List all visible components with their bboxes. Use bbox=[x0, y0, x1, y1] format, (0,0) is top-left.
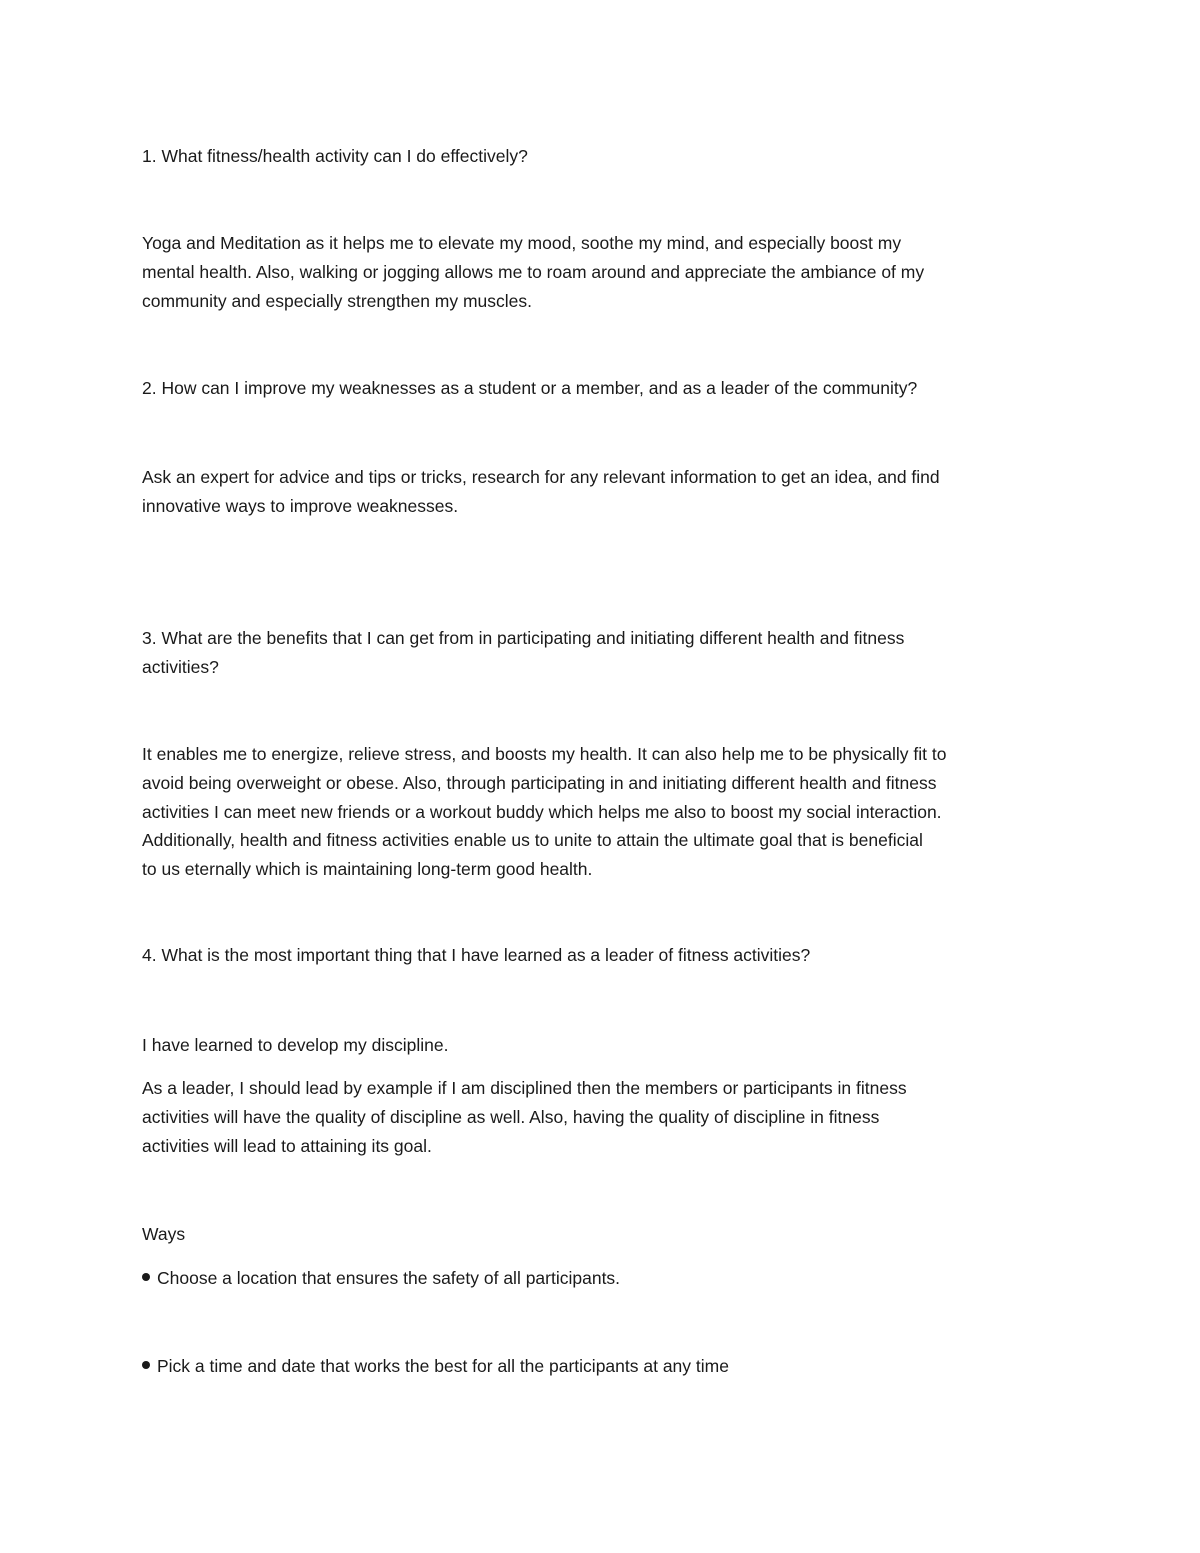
question-1: 1. What fitness/health activity can I do effectively? bbox=[142, 146, 528, 166]
answer-4-line-1: As a leader, I should lead by example if I am disciplined then the members or participants in fitness bbox=[142, 1078, 907, 1098]
answer-3-line-2: avoid being overweight or obese. Also, through participating in and initiating different health and fitness bbox=[142, 773, 937, 793]
ways-item-2-text: Pick a time and date that works the best for all the participants at any time bbox=[157, 1356, 729, 1376]
bullet-icon bbox=[142, 1273, 150, 1281]
ways-item-2 bbox=[142, 1352, 729, 1381]
question-3-line-1: 3. What are the benefits that I can get from in participating and initiating different health and fitness bbox=[142, 628, 905, 648]
answer-4-line-2: activities will have the quality of discipline as well. Also, having the quality of discipline in fitness bbox=[142, 1107, 880, 1127]
answer-4-line-3: activities will lead to attaining its goal. bbox=[142, 1136, 432, 1156]
answer-1-line-3: community and especially strengthen my muscles. bbox=[142, 291, 533, 311]
ways-heading: Ways bbox=[142, 1224, 186, 1244]
answer-3-line-4: Additionally, health and fitness activities enable us to unite to attain the ultimate goal that is beneficial bbox=[142, 830, 923, 850]
answer-3-line-5: to us eternally which is maintaining long-term good health. bbox=[142, 859, 593, 879]
answer-3-line-3: activities I can meet new friends or a workout buddy which helps me also to boost my social interaction. bbox=[142, 802, 942, 822]
question-2: 2. How can I improve my weaknesses as a student or a member, and as a leader of the community? bbox=[142, 378, 918, 398]
answer-3-line-1: It enables me to energize, relieve stress, and boosts my health. It can also help me to be physically fit to bbox=[142, 744, 947, 764]
question-3-line-2: activities? bbox=[142, 657, 219, 677]
answer-2-line-1: Ask an expert for advice and tips or tricks, research for any relevant information to get an idea, and find bbox=[142, 467, 940, 487]
question-4: 4. What is the most important thing that I have learned as a leader of fitness activities? bbox=[142, 945, 811, 965]
ways-item-1 bbox=[142, 1264, 620, 1293]
ways-item-1-text: Choose a location that ensures the safety of all participants. bbox=[157, 1268, 621, 1288]
answer-1-line-2: mental health. Also, walking or jogging allows me to roam around and appreciate the ambiance of my bbox=[142, 262, 925, 282]
answer-1-line-1: Yoga and Meditation as it helps me to elevate my mood, soothe my mind, and especially boost my bbox=[142, 233, 902, 253]
answer-2-line-2: innovative ways to improve weaknesses. bbox=[142, 496, 459, 516]
bullet-icon bbox=[142, 1361, 150, 1369]
answer-4-first: I have learned to develop my discipline. bbox=[142, 1035, 449, 1055]
